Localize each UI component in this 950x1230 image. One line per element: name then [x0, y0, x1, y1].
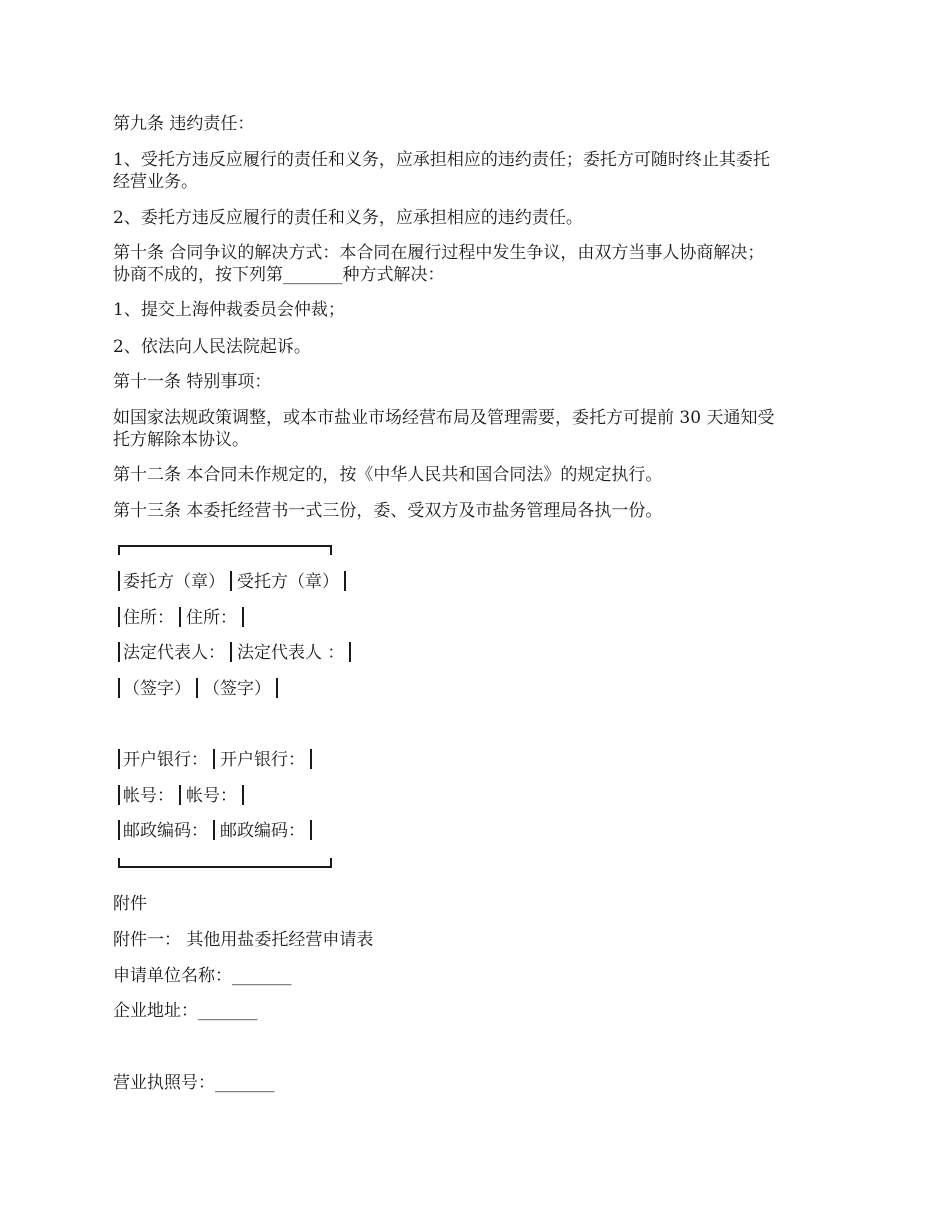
article-9-title: 第九条 违约责任：: [113, 114, 255, 134]
cell-divider: [118, 678, 120, 698]
signature-row-address: [113, 607, 249, 629]
signature-row-representative: [113, 642, 356, 664]
signature-cell-left: （签字）: [123, 679, 191, 699]
signature-row-postcode: [113, 820, 317, 842]
cell-divider: [276, 678, 278, 698]
cell-divider: [118, 820, 120, 840]
signature-cell-right: 邮政编码：: [220, 821, 305, 841]
appendix-title: 附件: [113, 894, 147, 914]
signature-row-sign: [113, 678, 283, 700]
article-10-line-2: 协商不成的，按下列第_______种方式解决：: [113, 265, 445, 285]
signature-cell-right: 受托方（章）: [237, 572, 339, 592]
cell-divider: [118, 571, 120, 591]
cell-divider: [118, 607, 120, 627]
signature-cell-right: 帐号：: [186, 786, 237, 806]
cell-divider: [213, 820, 215, 840]
signature-row-account: [113, 785, 249, 807]
field-applicant-unit: 申请单位名称：_______: [113, 966, 292, 986]
cell-divider: [242, 607, 244, 627]
signature-cell-left: 开户银行：: [123, 750, 208, 770]
cell-divider: [213, 749, 215, 769]
cell-divider: [179, 607, 181, 627]
signature-cell-left: 委托方（章）: [123, 572, 225, 592]
article-11-title: 第十一条 特别事项：: [113, 372, 272, 392]
article-10-option-2: 2、依法向人民法院起诉。: [113, 337, 311, 357]
cell-divider: [344, 571, 346, 591]
article-9-clause-1-line-2: 经营业务。: [113, 172, 198, 192]
article-10-option-1: 1、提交上海仲裁委员会仲裁；: [113, 300, 345, 320]
article-11-line-1: 如国家法规政策调整，或本市盐业市场经营布局及管理需要，委托方可提前 30 天通知受: [113, 408, 775, 428]
article-9-clause-1-line-1: 1、受托方违反应履行的责任和义务，应承担相应的违约责任；委托方可随时终止其委托: [113, 150, 770, 170]
cell-divider: [310, 820, 312, 840]
cell-divider: [310, 749, 312, 769]
signature-cell-right: 开户银行：: [220, 750, 305, 770]
signature-row-seal: [113, 571, 351, 593]
field-business-license: 营业执照号：_______: [113, 1073, 275, 1093]
article-10-line-1: 第十条 合同争议的解决方式：本合同在履行过程中发生争议，由双方当事人协商解决；: [113, 243, 765, 263]
signature-cell-left: 住所：: [123, 608, 174, 628]
cell-divider: [242, 785, 244, 805]
appendix-item-1: 附件一： 其他用盐委托经营申请表: [113, 930, 374, 950]
article-13: 第十三条 本委托经营书一式三份，委、受双方及市盐务管理局各执一份。: [113, 501, 663, 521]
cell-divider: [118, 642, 120, 662]
cell-divider: [230, 642, 232, 662]
cell-divider: [118, 749, 120, 769]
signature-cell-left: 邮政编码：: [123, 821, 208, 841]
field-company-address: 企业地址：_______: [113, 1001, 258, 1021]
cell-divider: [118, 785, 120, 805]
signature-cell-right: 住所：: [186, 608, 237, 628]
signature-row-bank: [113, 749, 317, 771]
signature-cell-left: 帐号：: [123, 786, 174, 806]
cell-divider: [349, 642, 351, 662]
signature-cell-right: 法定代表人 ：: [237, 643, 345, 663]
article-9-clause-2: 2、委托方违反应履行的责任和义务，应承担相应的违约责任。: [113, 208, 583, 228]
article-12: 第十二条 本合同未作规定的，按《中华人民共和国合同法》的规定执行。: [113, 465, 663, 485]
cell-divider: [179, 785, 181, 805]
cell-divider: [196, 678, 198, 698]
cell-divider: [230, 571, 232, 591]
signature-cell-left: 法定代表人：: [123, 643, 225, 663]
signature-cell-right: （签字）: [203, 679, 271, 699]
signature-table-bottom-border: [118, 858, 332, 868]
signature-table-top-border: [118, 545, 332, 555]
article-11-line-2: 托方解除本协议。: [113, 430, 249, 450]
